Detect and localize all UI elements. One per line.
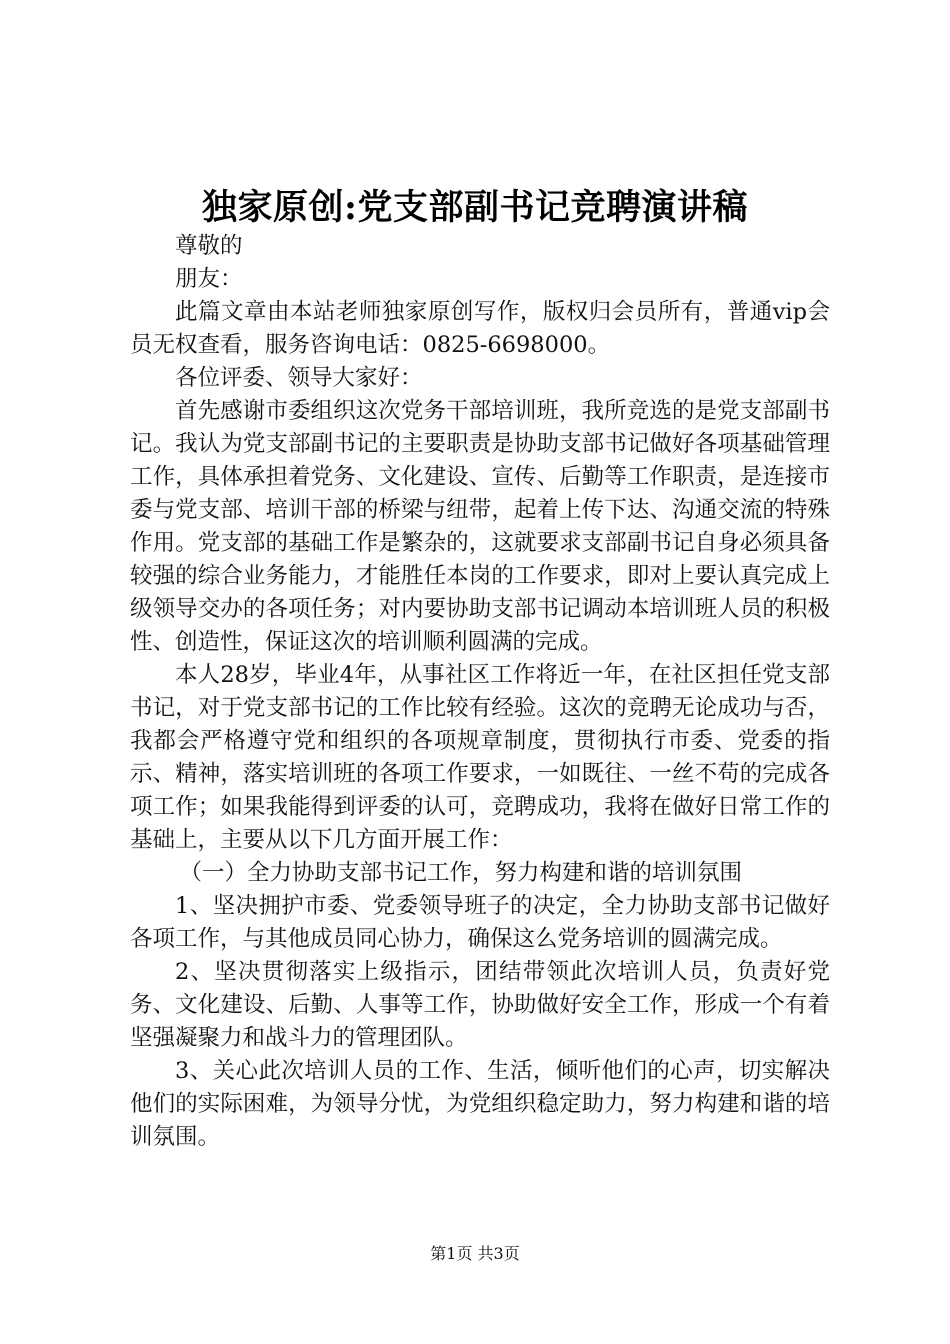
copyright-notice: 此篇文章由本站老师独家原创写作，版权归会员所有，普通vip会员无权查看，服务咨询电话：0825-6698000。 bbox=[130, 299, 830, 358]
salutation-line-2: 朋友： bbox=[175, 266, 243, 292]
paragraph-intro: 首先感谢市委组织这次党务干部培训班，我所竞选的是党支部副书记。我认为党支部副书记的主要职责是协助支部书记做好各项基础管理工作，具体承担着党务、文化建设、宣传、后勤等工作职责，是连接市委与党支部、培训干部的桥梁与纽带，起着上传下达、沟通交流的特殊作用。党支部的基础工作是繁杂的，这就要求支部副书记自身必须具备较强的综合业务能力，才能胜任本岗的工作要求，即对上要认真完成上级领导交办的各项任务；对内要协助支部书记调动本培训班人员的积极性、创造性，保证这次的培训顺利圆满的完成。 bbox=[130, 398, 830, 655]
document-body bbox=[130, 230, 830, 1154]
page-footer: 第1页 共3页 bbox=[430, 1244, 520, 1263]
greeting: 各位评委、领导大家好： bbox=[175, 365, 423, 391]
section-heading-1: （一）全力协助支部书记工作，努力构建和谐的培训氛围 bbox=[179, 860, 743, 886]
document-title: 独家原创:党支部副书记竞聘演讲稿 bbox=[202, 187, 748, 228]
list-item-2: 2、坚决贯彻落实上级指示，团结带领此次培训人员，负责好党务、文化建设、后勤、人事等工作，协助做好安全工作，形成一个有着坚强凝聚力和战斗力的管理团队。 bbox=[130, 959, 830, 1051]
salutation-line-1: 尊敬的 bbox=[175, 233, 243, 259]
paragraph-self-introduction: 本人28岁，毕业4年，从事社区工作将近一年，在社区担任党支部书记，对于党支部书记的工作比较有经验。这次的竞聘无论成功与否，我都会严格遵守党和组织的各项规章制度，贯彻执行市委、党委的指示、精神，落实培训班的各项工作要求，一如既往、一丝不苟的完成各项工作；如果我能得到评委的认可，竞聘成功，我将在做好日常工作的基础上，主要从以下几方面开展工作： bbox=[130, 662, 830, 853]
list-item-3: 3、关心此次培训人员的工作、生活，倾听他们的心声，切实解决他们的实际困难，为领导分忧，为党组织稳定助力，努力构建和谐的培训氛围。 bbox=[130, 1058, 830, 1150]
list-item-1: 1、坚决拥护市委、党委领导班子的决定，全力协助支部书记做好各项工作，与其他成员同心协力，确保这么党务培训的圆满完成。 bbox=[130, 893, 830, 952]
